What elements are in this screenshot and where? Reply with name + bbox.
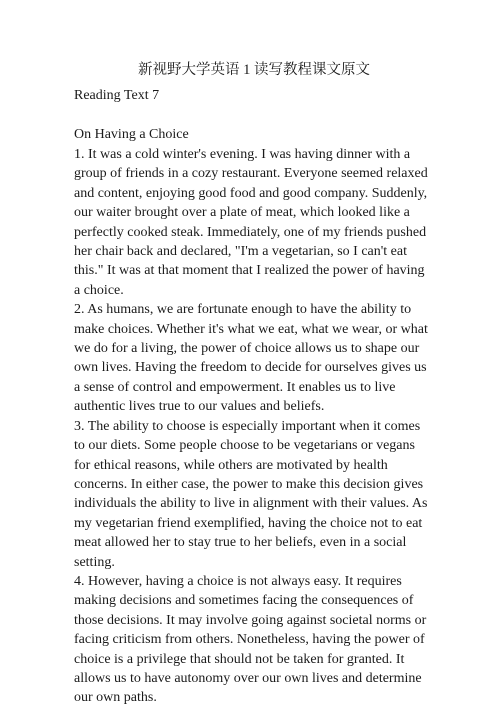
section-title: On Having a Choice: [74, 127, 189, 142]
document-header-title: 新视野大学英语 1 读写教程课文原文: [138, 62, 370, 78]
paragraph-2: 2. As humans, we are fortunate enough to have the ability to make choices. Whether it's what we eat, what we wear, or what we do for a living, the power of choice allows us to shape our own lives. Having the freedom to decide for ourselves gives us a sense of control and empowerment. It enables us to live authentic lives true to our values and beliefs.: [74, 302, 428, 415]
reading-text-label: Reading Text 7: [74, 88, 160, 103]
paragraph-1: 1. It was a cold winter's evening. I was having dinner with a group of friends in a cozy restaurant. Everyone seemed relaxed and content, enjoying good food and good company. Suddenly, our waiter brought over a plate of meat, which looked like a perfectly cooked steak. Immediately, one of my friends pushed her chair back and declared, "I'm a vegetarian, so I can't eat this." It was at that moment that I realized the power of having a choice.: [74, 147, 428, 298]
paragraph-3: 3. The ability to choose is especially important when it comes to our diets. Some people choose to be vegetarians or vegans for ethical reasons, while others are motivated by health concerns. In either case, the power to make this decision gives individuals the ability to live in alignment with their values. As my vegetarian friend exemplified, having the choice not to eat meat allowed her to stay true to her beliefs, even in a social setting.: [74, 418, 428, 570]
paragraph-4: 4. However, having a choice is not always easy. It requires making decisions and sometimes facing the consequences of those decisions. It may involve going against societal norms or facing criticism from others. Nonetheless, having the power of choice is a privilege that should not be taken for granted. It allows us to have autonomy over our own lives and determine our own paths.: [74, 573, 427, 706]
document-page: [74, 60, 434, 708]
